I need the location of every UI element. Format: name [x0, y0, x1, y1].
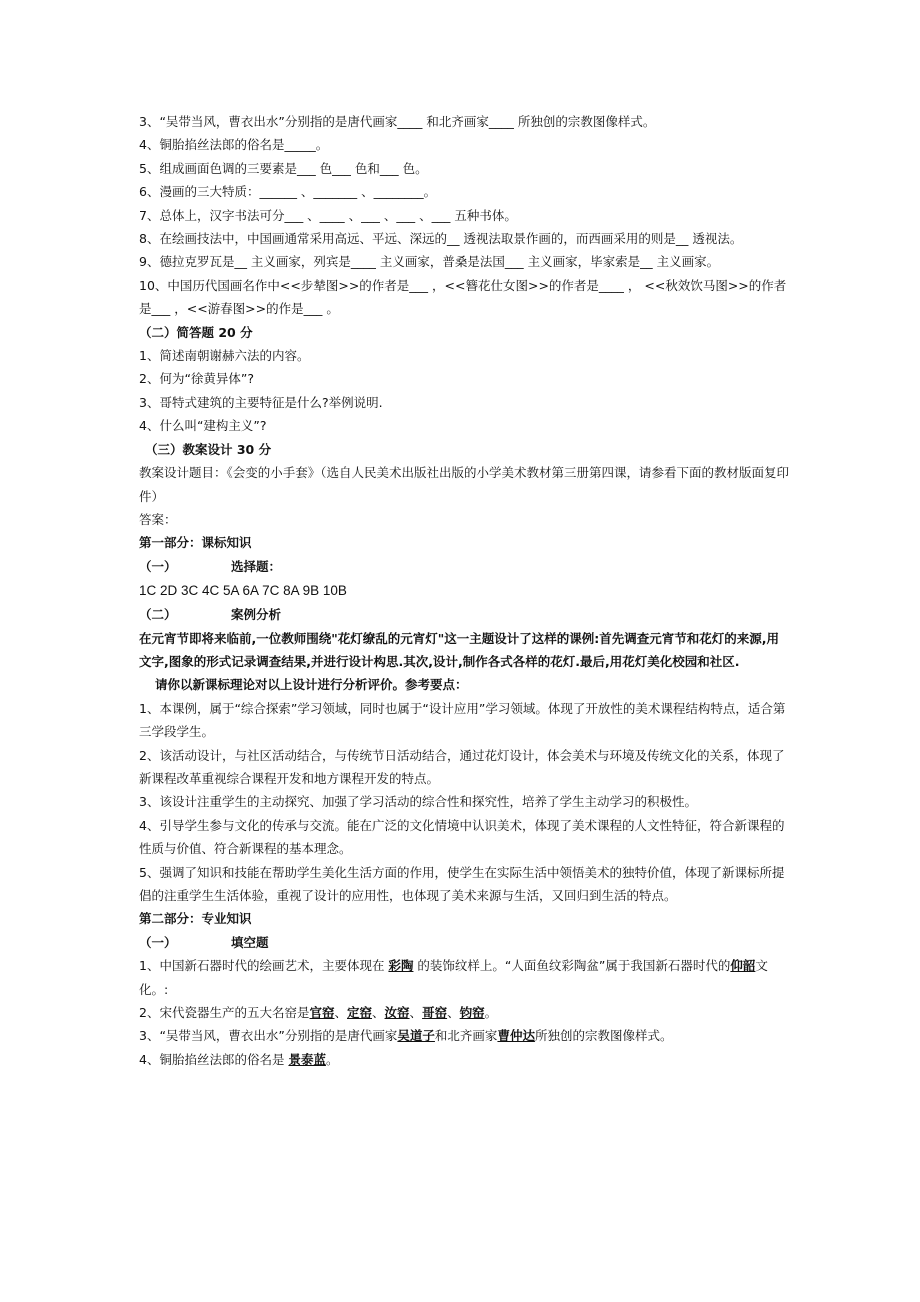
question-4: 4、铜胎掐丝法郎的俗名是_____。	[139, 137, 329, 153]
question-10: 10、中国历代国画名作中<<步辇图>>的作者是___ ，<<簪花仕女图>>的作者是____ ， <<秋效饮马图>>的作者是___ ，<<游春图>>的作是___ 。	[139, 277, 787, 317]
question-9: 9、德拉克罗瓦是__ 主义画家，列宾是____ 主义画家，普桑是法国___ 主义画家，毕家索是__ 主义画家。	[139, 254, 720, 270]
answer-3-mid: 和北齐画家	[434, 1028, 498, 1044]
section3-text: 教案设计题目：《会变的小手套》（选自人民美术出版社出版的小学美术教材第三册第四课，请参看下面的教材版面复印件）	[139, 465, 790, 504]
answer-4	[139, 1048, 789, 1071]
answer-3-blank-1: 吴道子	[397, 1028, 435, 1044]
case-point-2: 2、该活动设计，与社区活动结合，与传统节日活动结合，通过花灯设计，体会美术与环境及传统文化的关系，体现了新课程改革重视综合课程开发和地方课程开发的特点。	[139, 747, 785, 786]
question-8: 8、在绘画技法中，中国画通常采用高远、平远、深远的__ 透视法取景作画的，而西画采用的则是__ 透视法。	[139, 231, 743, 247]
question-6: 6、漫画的三大特质：______ 、_______ 、________。	[139, 184, 437, 200]
part1-sub1-num: （一）	[139, 558, 177, 574]
answer-1-post: 文化。:	[139, 958, 768, 997]
case-point-1: 1、本课例，属于“综合探索”学习领域，同时也属于“设计应用”学习领域。体现了开放性的美术课程结构特点，适合第三学段学生。	[139, 700, 786, 740]
case-point-3: 3、该设计注重学生的主动探究、加强了学习活动的综合性和探究性，培养了学生主动学习的积极性。	[139, 794, 697, 810]
answer-1	[139, 954, 789, 1001]
part2-title: 第二部分：专业知识	[139, 911, 252, 927]
answer-3-blank-2: 曹仲达	[497, 1028, 535, 1044]
case-point-5: 5、强调了知识和技能在帮助学生美化生活方面的作用，使学生在实际生活中领悟美术的独特价值，体现了新课标所提倡的注重学生生活体验，重视了设计的应用性，也体现了美术来源与生活，又回归到生活的特点。	[139, 864, 785, 903]
section3-heading: （三）教案设计 30 分	[145, 441, 272, 457]
part1-sub2-num: （二）	[139, 607, 177, 623]
section2-item-4: 4、什么叫“建构主义”?	[139, 418, 267, 434]
answer-2-kiln-1: 官窑	[309, 1005, 335, 1021]
part2-sub1-num: （一）	[139, 934, 177, 950]
answer-1-blank-1: 彩陶	[388, 958, 414, 974]
answer-4-pre: 4、铜胎掐丝法郎的俗名是	[139, 1051, 289, 1067]
answer-4-post: 。	[325, 1051, 339, 1067]
answer-2-post: 。	[484, 1005, 498, 1021]
answer-3-post: 所独创的宗教图像样式。	[534, 1028, 673, 1044]
question-7: 7、总体上，汉字书法可分___ 、____ 、___ 、___ 、___ 五种书体。	[139, 207, 517, 223]
case-text: 在元宵节即将来临前,一位教师围绕"花灯缭乱的元宵灯"这一主题设计了这样的课例:首先调查元宵节和花灯的来源,用文字,图象的形式记录调查结果,并进行设计构思.其次,设计,制作各式各样的花灯.最后,用花灯美化校园和社区.	[139, 630, 780, 669]
answer-1-mid: 的装饰纹样上。“人面鱼纹彩陶盆”属于我国新石器时代的	[413, 958, 731, 974]
part1-sub1-label: 选择题：	[231, 558, 282, 574]
answer-2-kiln-5: 钧窑	[459, 1005, 485, 1021]
answer-2: 2、宋代瓷器生产的五大名窑是官窑、定窑、汝窑、哥窑、钧窑。	[139, 1005, 498, 1021]
part2-sub1-label: 填空题	[231, 934, 269, 950]
questions-top	[139, 110, 789, 321]
answer-2-kiln-3: 汝窑	[384, 1005, 410, 1021]
answer-2-kiln-4: 哥窑	[422, 1005, 448, 1021]
answer-4-blank: 景泰蓝	[288, 1051, 326, 1067]
part1-title: 第一部分：课标知识	[139, 535, 252, 551]
part1-sub1	[139, 555, 789, 578]
document-body	[139, 110, 789, 1071]
answer-2-pre: 2、宋代瓷器生产的五大名窑是	[139, 1005, 310, 1021]
choice-answers: 1C 2D 3C 4C 5A 6A 7C 8A 9B 10B	[139, 583, 347, 599]
section2-heading: （二）简答题 20 分	[139, 324, 253, 340]
section2-item-3: 3、哥特式建筑的主要特征是什么?举例说明.	[139, 394, 383, 410]
part1-sub2	[139, 603, 789, 626]
answer-1-blank-2: 仰韶	[730, 958, 756, 974]
answer-3	[139, 1024, 789, 1047]
question-5: 5、组成画面色调的三要素是___ 色___ 色和___ 色。	[139, 160, 428, 176]
answer-2-kiln-2: 定窑	[347, 1005, 373, 1021]
part2-sub1	[139, 931, 789, 954]
answer-3-pre: 3、“吴带当风，曹衣出水”分别指的是唐代画家	[139, 1028, 398, 1044]
section2-item-2: 2、何为“徐黄异体”?	[139, 371, 255, 387]
case-point-4: 4、引导学生参与文化的传承与交流。能在广泛的文化情境中认识美术，体现了美术课程的人文性特征，符合新课程的性质与价值、符合新课程的基本理念。	[139, 817, 785, 857]
case-prompt: 请你以新课标理论对以上设计进行分析评价。参考要点：	[155, 677, 468, 693]
answer-label: 答案：	[139, 511, 177, 527]
section2-item-1: 1、简述南朝谢赫六法的内容。	[139, 348, 310, 364]
question-3: 3、“吴带当风，曹衣出水”分别指的是唐代画家____ 和北齐画家____ 所独创的宗教图像样式。	[139, 114, 656, 129]
part1-sub2-label: 案例分析	[231, 607, 282, 623]
answer-1-pre: 1、中国新石器时代的绘画艺术，主要体现在	[139, 958, 389, 974]
